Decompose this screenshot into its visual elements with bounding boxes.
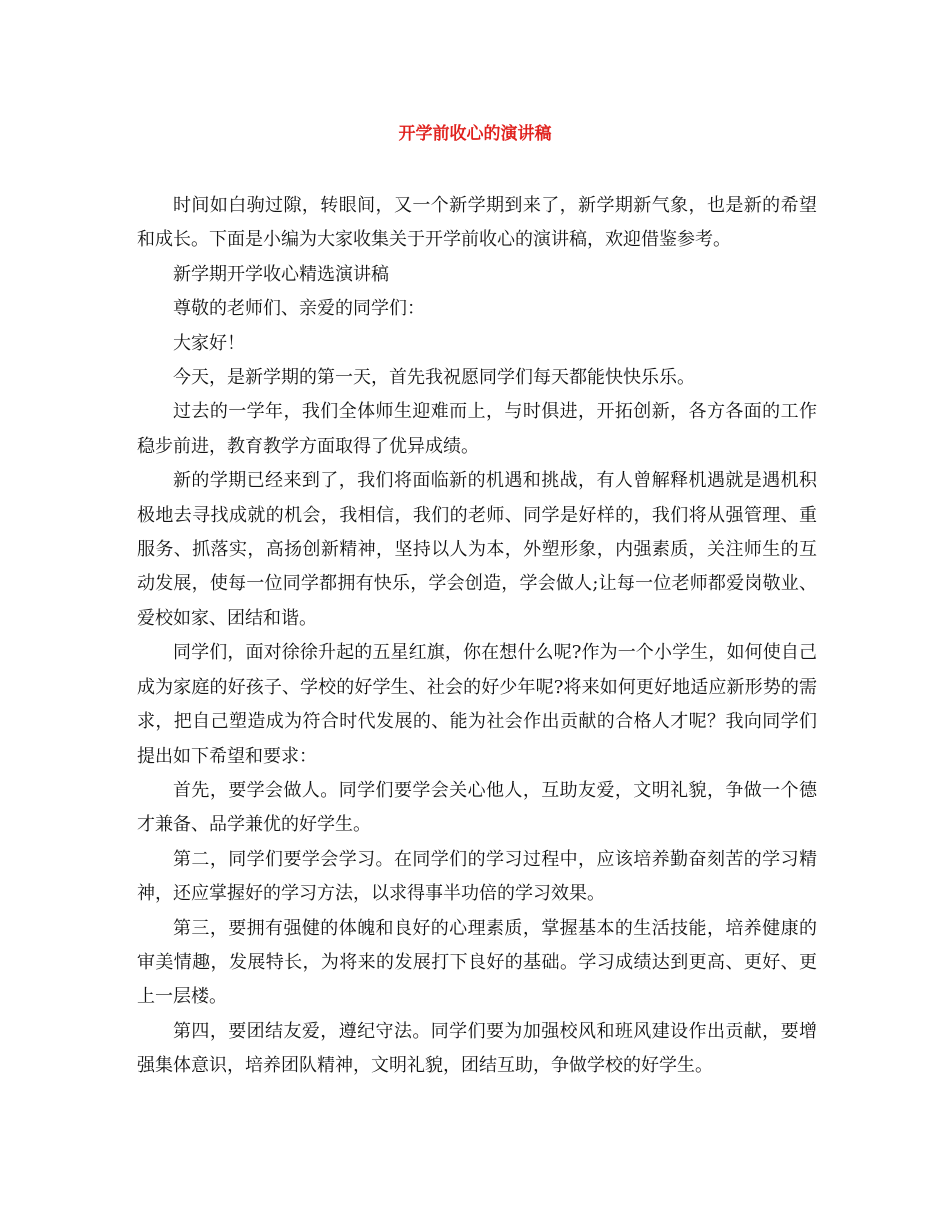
paragraph-fourth: 第四，要团结友爱，遵纪守法。同学们要为加强校风和班风建设作出贡献，要增强集体意识，培养团队精神，文明礼貌，团结互助，争做学校的好学生。 bbox=[137, 1020, 817, 1077]
paragraph-third: 第三，要拥有强健的体魄和良好的心理素质，掌握基本的生活技能，培养健康的审美情趣，发展特长，为将来的发展打下良好的基础。学习成绩达到更高、更好、更上一层楼。 bbox=[137, 917, 817, 1008]
paragraph-subtitle: 新学期开学收心精选演讲稿 bbox=[173, 263, 389, 285]
paragraph-new-term: 新的学期已经来到了，我们将面临新的机遇和挑战，有人曾解释机遇就是遇机积极地去寻找成就的机会，我相信，我们的老师、同学是好样的，我们将从强管理、重服务、抓落实，高扬创新精神，坚持以人为本，外塑形象，内强素质，关注师生的互动发展，使每一位同学都拥有快乐，学会创造，学会做人;让每一位老师都爱岗敬业、爱校如家、团结和谐。 bbox=[137, 470, 817, 629]
paragraph-intro: 时间如白驹过隙，转眼间，又一个新学期到来了，新学期新气象，也是新的希望和成长。下面是小编为大家收集关于开学前收心的演讲稿，欢迎借鉴参考。 bbox=[137, 195, 817, 251]
paragraph-second: 第二，同学们要学会学习。在同学们的学习过程中，应该培养勤奋刻苦的学习精神，还应掌握好的学习方法，以求得事半功倍的学习效果。 bbox=[137, 848, 817, 905]
paragraph-today: 今天，是新学期的第一天，首先我祝愿同学们每天都能快快乐乐。 bbox=[173, 367, 695, 389]
paragraph-first: 首先，要学会做人。同学们要学会关心他人，互助友爱，文明礼貌，争做一个德才兼备、品学兼优的好学生。 bbox=[137, 779, 817, 836]
document-body bbox=[137, 189, 817, 1084]
paragraph-salutation: 尊敬的老师们、亲爱的同学们： bbox=[173, 298, 425, 320]
paragraph-greeting: 大家好！ bbox=[173, 332, 245, 354]
paragraph-past-year: 过去的一学年，我们全体师生迎难而上，与时俱进，开拓创新，各方各面的工作稳步前进，教育教学方面取得了优异成绩。 bbox=[137, 401, 817, 457]
document-title: 开学前收心的演讲稿 bbox=[398, 124, 552, 144]
paragraph-students: 同学们，面对徐徐升起的五星红旗，你在想什么呢?作为一个小学生，如何使自己成为家庭的好孩子、学校的好学生、社会的好少年呢?将来如何更好地适应新形势的需求，把自己塑造成为符合时代发展的、能为社会作出贡献的合格人才呢？我向同学们提出如下希望和要求： bbox=[137, 642, 817, 767]
